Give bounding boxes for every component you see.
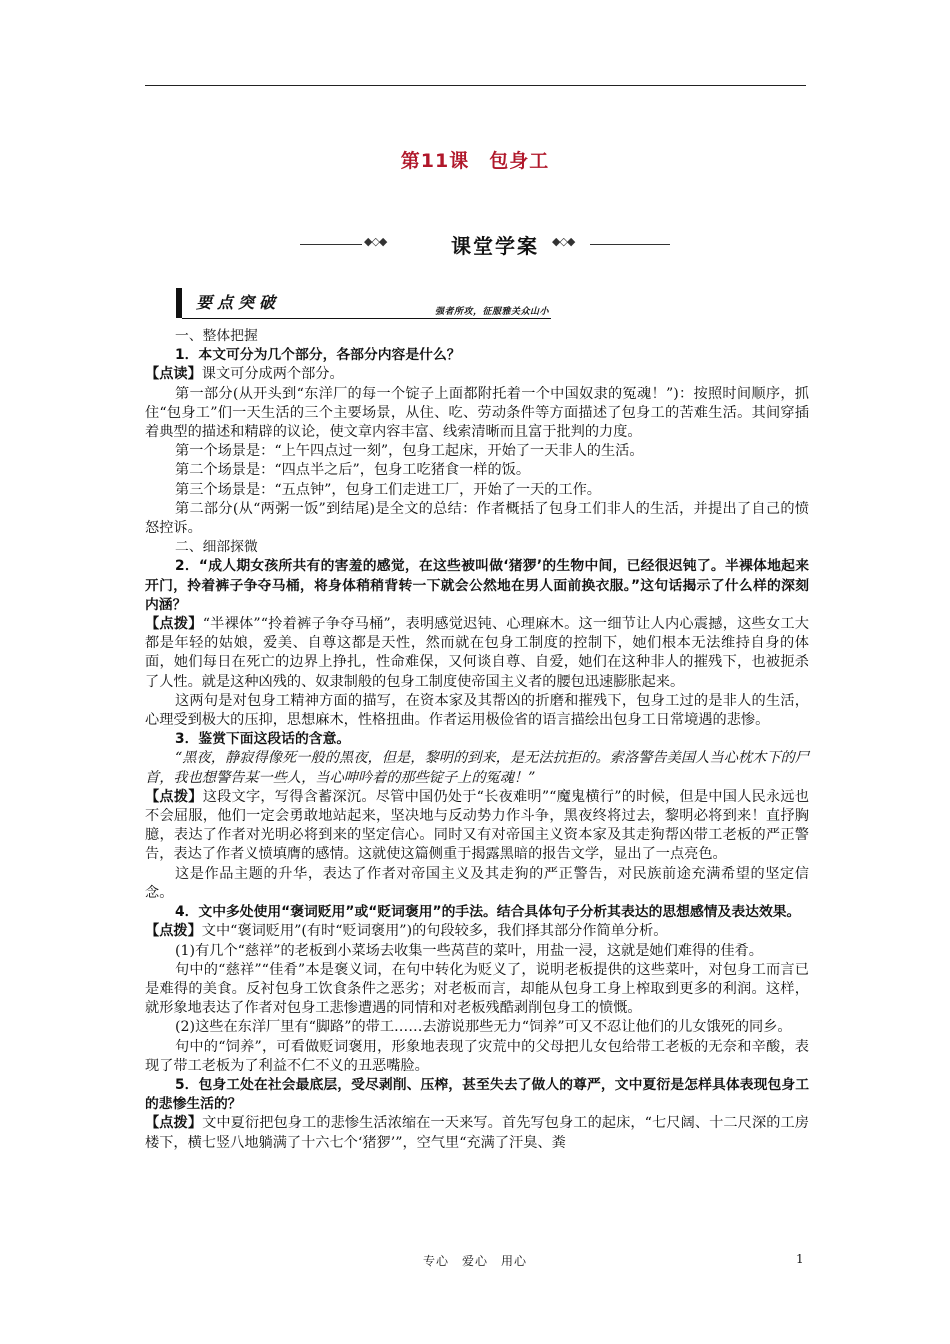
paragraph-text: 5．包身工处在社会最底层，受尽剥削、压榨，甚至失去了做人的尊严，文中夏衍是怎样具体表现包身工的悲惨生活的？ <box>145 1076 809 1113</box>
paragraph-text: 这两句是对包身工精神方面的描写，在资本家及其帮凶的折磨和摧残下，包身工过的是非人的生活，心理受到极大的压抑，思想麻木，性格扭曲。作者运用极俭省的语言描绘出包身工日常境遇的悲惨。 <box>145 692 809 729</box>
paragraph-text: 第一个场景是：“上午四点过一刻”，包身工起床，开始了一天非人的生活。 <box>175 443 644 460</box>
keypoints-header <box>176 288 551 322</box>
paragraph-text: 2．“成人期女孩所共有的害羞的感觉，在这些被叫做‘猪猡’的生物中间，已经很迟钝了。半裸体地起来开门，拎着裤子争夺马桶，将身体稍稍背转一下就会公然地在男人面前换衣服。”这句话揭示了什么样的深刻内涵？ <box>145 558 809 613</box>
paragraph-text: (1)有几个“慈祥”的老板到小菜场去收集一些莴苣的菜叶，用盐一浸，这就是她们难得的佳肴。 <box>175 942 763 959</box>
paragraph <box>145 346 809 365</box>
paragraph <box>145 461 809 480</box>
paragraph-text: 文中夏衍把包身工的悲惨生活浓缩在一天来写。首先写包身工的起床，“七尺阔、十二尺深的工房楼下，横七竖八地躺满了十六七个‘猪猡’”，空气里“充满了汗臭、粪 <box>145 1115 809 1151</box>
paragraph-text: 第三个场景是：“五点钟”，包身工们走进工厂，开始了一天的工作。 <box>175 481 601 498</box>
paragraph <box>145 557 809 615</box>
paragraph-text: 第二部分(从“两粥一饭”到结尾)是全文的总结：作者概括了包身工们非人的生活，并提出了自己的愤怒控诉。 <box>145 500 809 537</box>
diamond-ornament-icon: ◆◇◆ <box>364 235 387 248</box>
paragraph-text: 这段文字，写得含蓄深沉。尽管中国仍处于“长夜难明”“魔鬼横行”的时候，但是中国人民永远也不会屈服，他们一定会勇敢地站起来，坚决地与反动势力作斗争，黑夜终将过去，黎明必将到来！直抒胸臆，表达了作者对光明必将到来的坚定信心。同时又有对帝国主义资本家及其走狗帮凶带工老板的严正警告，表达了作者义愤填膺的感情。这就使这篇侧重于揭露黑暗的报告文学，显出了一点亮色。 <box>145 788 809 863</box>
banner-right-line <box>590 244 670 245</box>
paragraph <box>145 730 809 749</box>
paragraph-text: 文中“褒词贬用”(有时“贬词褒用”)的句段较多，我们择其部分作简单分析。 <box>201 923 668 940</box>
header-bar <box>176 288 182 318</box>
paragraph-text: (2)这些在东洋厂里有“脚路”的带工……去游说那些无力“饲养”可又不忍让他们的儿女饿死的同乡。 <box>175 1019 792 1036</box>
paragraph <box>145 615 809 692</box>
paragraph <box>145 327 809 346</box>
paragraph <box>145 481 809 500</box>
section-banner <box>300 230 670 260</box>
banner-left-line <box>300 244 362 245</box>
page-number: 1 <box>796 1252 804 1266</box>
paragraph-text: 4．文中多处使用“褒词贬用”或“贬词褒用”的手法。结合具体句子分析其表达的思想感情及表达效果。 <box>175 904 801 921</box>
paragraph <box>145 1038 809 1076</box>
lesson-content <box>145 327 809 1153</box>
paragraph <box>145 942 809 961</box>
keypoints-title: 要点突破 <box>196 293 281 312</box>
paragraph-text: 一、整体把握 <box>175 328 258 344</box>
paragraph <box>145 903 809 922</box>
paragraph-tag: 【点拨】 <box>145 616 203 633</box>
paragraph <box>145 865 809 903</box>
paragraph-text: 课文可分成两个部分。 <box>201 366 344 383</box>
paragraph-text: “黑夜，静寂得像死一般的黑夜，但是，黎明的到来，是无法抗拒的。索洛警告美国人当心枕木下的尸首，我也想警告某一些人，当心呻吟着的那些锭子上的冤魂！” <box>145 750 809 786</box>
paragraph <box>145 788 809 865</box>
paragraph <box>145 692 809 730</box>
paragraph-text: 这是作品主题的升华，表达了作者对帝国主义及其走狗的严正警告，对民族前途充满希望的坚定信念。 <box>145 865 809 901</box>
footer-motto: 专心 爱心 用心 <box>422 1254 527 1268</box>
banner-title: 课堂学案 <box>451 234 539 258</box>
paragraph-text: 3．鉴赏下面这段话的含意。 <box>175 731 351 748</box>
paragraph-text: “半裸体”“拎着裤子争夺马桶”，表明感觉迟钝、心理麻木。这一细节让人内心震撼，这些女工大都是年轻的姑娘，爱美、自尊这都是天性，然而就在包身工制度的控制下，她们根本无法维持自身的体面，她们每日在死亡的边界上挣扎，性命难保，又何谈自尊、自爱，她们在这种非人的摧残下，也被扼杀了人性。就是这种凶残的、奴隶制般的包身工制度使帝国主义者的腰包迅速膨胀起来。 <box>145 616 809 690</box>
paragraph <box>145 385 809 443</box>
paragraph-tag: 【点拨】 <box>145 1115 203 1132</box>
paragraph <box>145 1114 809 1152</box>
diamond-ornament-icon: ◆◇◆ <box>552 235 575 248</box>
paragraph <box>145 442 809 461</box>
header-underline <box>182 318 551 319</box>
paragraph <box>145 538 809 557</box>
paragraph <box>145 1018 809 1037</box>
paragraph-tag: 【点拨】 <box>145 923 202 940</box>
paragraph-text: 1．本文可分为几个部分，各部分内容是什么？ <box>175 347 461 364</box>
paragraph <box>145 365 809 384</box>
header-rule <box>145 85 806 86</box>
lesson-title: 第11课 包身工 <box>400 150 550 172</box>
paragraph <box>145 922 809 941</box>
paragraph <box>145 961 809 1019</box>
paragraph <box>145 1076 809 1114</box>
paragraph-tag: 【点读】 <box>145 366 202 383</box>
paragraph-tag: 【点拨】 <box>145 788 203 805</box>
paragraph-text: 句中的“慈祥”“佳肴”本是褒义词，在句中转化为贬义了，说明老板提供的这些菜叶，对包身工而言已是难得的美食。反衬包身工饮食条件之恶劣；对老板而言，却能从包身工身上榨取到更多的利润。这样，就形象地表达了作者对包身工悲惨遭遇的同情和对老板残酷剥削包身工的愤慨。 <box>145 961 809 1017</box>
paragraph <box>145 749 809 787</box>
paragraph-text: 第二个场景是：“四点半之后”，包身工吃猪食一样的饭。 <box>175 462 531 479</box>
paragraph <box>145 500 809 538</box>
paragraph-text: 句中的“饲养”，可看做贬词褒用，形象地表现了灾荒中的父母把儿女包给带工老板的无奈和辛酸，表现了带工老板为了利益不仁不义的丑恶嘴脸。 <box>145 1038 809 1074</box>
paragraph-text: 第一部分(从开头到“东洋厂的每一个锭子上面都附托着一个中国奴隶的冤魂！”)：按照时间顺序，抓住“包身工”们一天生活的三个主要场景，从住、吃、劳动条件等方面描述了包身工的苦难生活。其间穿插着典型的描述和精辟的议论，使文章内容丰富、线索清晰而且富于批判的力度。 <box>145 385 809 441</box>
keypoints-slogan: 强者所攻，征服雅关众山小 <box>434 307 549 317</box>
paragraph-text: 二、细部探微 <box>175 539 258 556</box>
